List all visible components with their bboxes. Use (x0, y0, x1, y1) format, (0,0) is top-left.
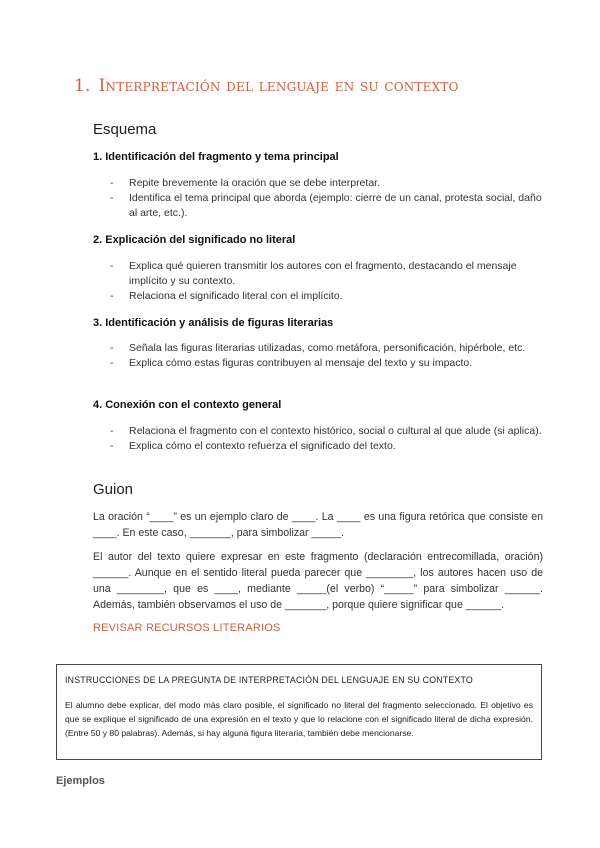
list-item: - Explica cómo estas figuras contribuyen al mensaje del texto y su impacto. (110, 356, 550, 371)
section-1-title: 1. Identificación del fragmento y tema principal (93, 151, 339, 163)
list-item: - Explica cómo el contexto refuerza el significado del texto. (110, 439, 550, 454)
list-item: - Explica qué quieren transmitir los autores con el fragmento, destacando el mensaje implícito y su contexto. (110, 259, 550, 289)
list-item: - Señala las figuras literarias utilizadas, como metáfora, personificación, hipérbole, etc. (110, 341, 550, 356)
instructions-title: INSTRUCCIONES DE LA PREGUNTA DE INTERPRETACIÓN DEL LENGUAJE EN SU CONTEXTO (65, 675, 473, 685)
ejemplos-heading: Ejemplos (56, 775, 105, 787)
section-title: Interpretación del lenguaje en su contexto (98, 76, 459, 96)
list-item: - Repite brevemente la oración que se debe interpretar. (110, 176, 550, 191)
section-4-title: 4. Conexión con el contexto general (93, 399, 282, 411)
instructions-box (56, 664, 542, 760)
section-4-list (110, 424, 550, 454)
esquema-title: Esquema (93, 121, 157, 138)
section-2-title: 2. Explicación del significado no literal (93, 234, 296, 246)
section-3-list (110, 341, 550, 371)
section-number: 1. (74, 76, 91, 96)
section-2-list (110, 259, 550, 304)
guion-title: Guion (93, 481, 134, 498)
review-note: REVISAR RECURSOS LITERARIOS (93, 622, 281, 634)
section-1-list (110, 176, 550, 221)
guion-paragraph-1: La oración “____” es un ejemplo claro de ____. La ____ es una figura retórica que consiste en ____. En este caso, _______, para simbolizar _____. (93, 511, 543, 539)
guion-paragraph-2: El autor del texto quiere expresar en este fragmento (declaración entrecomillada, oración) ______. Aunque en el sentido literal pueda parecer que ________, los autores hacen uso de una ________, que es ____, mediante _____(el verbo) “_____” para simbolizar ______. Además, también observamos el uso de _______, porque quiere significar que ______. (93, 551, 543, 611)
list-item: - Relaciona el significado literal con el implícito. (110, 289, 550, 304)
list-item: - Relaciona el fragmento con el contexto histórico, social o cultural al que alude (si aplica). (110, 424, 550, 439)
instructions-text: El alumno debe explicar, del modo más claro posible, el significado no literal del fragmento seleccionado. El objetivo es que se explique el significado de una expresión en el texto y que lo relacione con el significado literal de dicha expresión. (Entre 50 y 80 palabras). Además, si hay alguna figura literaria, también debe mencionarse. (65, 700, 533, 738)
section-3-title: 3. Identificación y análisis de figuras literarias (93, 317, 334, 329)
section-heading (74, 76, 459, 96)
list-item: - Identifica el tema principal que aborda (ejemplo: cierre de un canal, protesta social, daño al arte, etc.). (110, 191, 550, 221)
